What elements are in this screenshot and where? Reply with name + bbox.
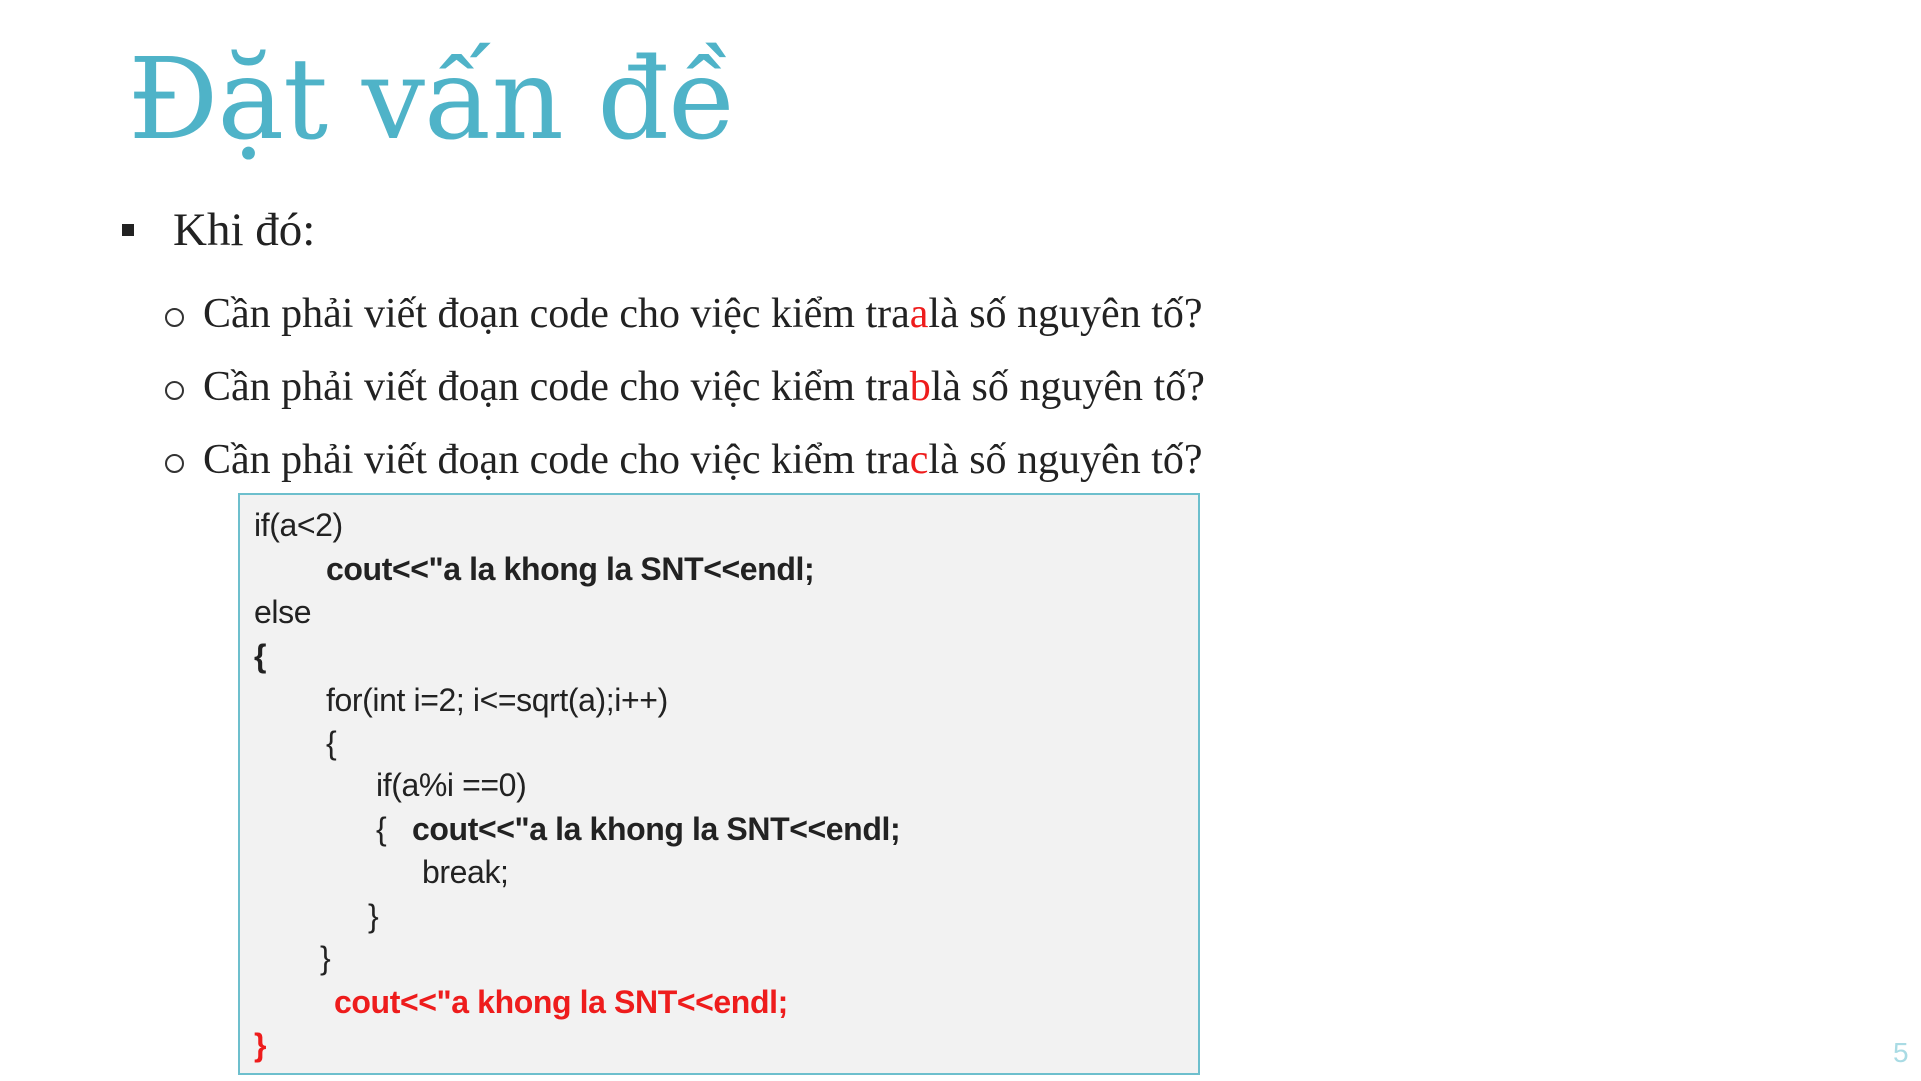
code-line: } [320,940,331,976]
code-line: cout<<"a khong la SNT<<endl; [334,984,788,1020]
bullet-level2-item [165,436,1203,484]
code-line: cout<<"a la khong la SNT<<endl; [412,811,901,847]
square-bullet-icon [122,224,134,236]
bullet-text-suffix: là số nguyên tố? [928,291,1203,337]
code-line: break; [422,854,509,890]
bullet-text-prefix: Cần phải viết đoạn code cho việc kiểm tra [203,364,910,410]
slide-title: Đặt vấn đề [128,35,737,165]
bullet-text-suffix: là số nguyên tố? [928,437,1203,483]
circle-bullet-icon [165,308,184,327]
bullet-level1 [122,203,315,257]
code-line: { [254,638,267,674]
code-line: else [254,594,312,630]
bullet-variable: b [909,364,931,410]
code-line: for(int i=2; i<=sqrt(a);i++) [326,682,668,718]
page-number: 5 [1893,1037,1909,1068]
code-line: if(a<2) [254,507,343,543]
bullet-variable: a [909,291,929,337]
code-line: { [326,725,337,761]
bullet-level2-item [165,290,1203,338]
code-line: } [254,1027,267,1063]
code-block [238,493,1200,1075]
code-line: cout<<"a la khong la SNT<<endl; [326,551,815,587]
bullet-variable: c [909,437,929,483]
circle-bullet-icon [165,454,184,473]
code-line: } [368,898,379,934]
code-line: { [376,811,387,847]
bullet-text-prefix: Cần phải viết đoạn code cho việc kiểm tra [203,291,910,337]
bullet-text-suffix: là số nguyên tố? [930,364,1205,410]
bullet-level2-item [165,363,1205,411]
code-line: if(a%i ==0) [376,767,527,803]
bullet-level1-text: Khi đó: [173,204,316,256]
circle-bullet-icon [165,381,184,400]
bullet-text-prefix: Cần phải viết đoạn code cho việc kiểm tra [203,437,910,483]
